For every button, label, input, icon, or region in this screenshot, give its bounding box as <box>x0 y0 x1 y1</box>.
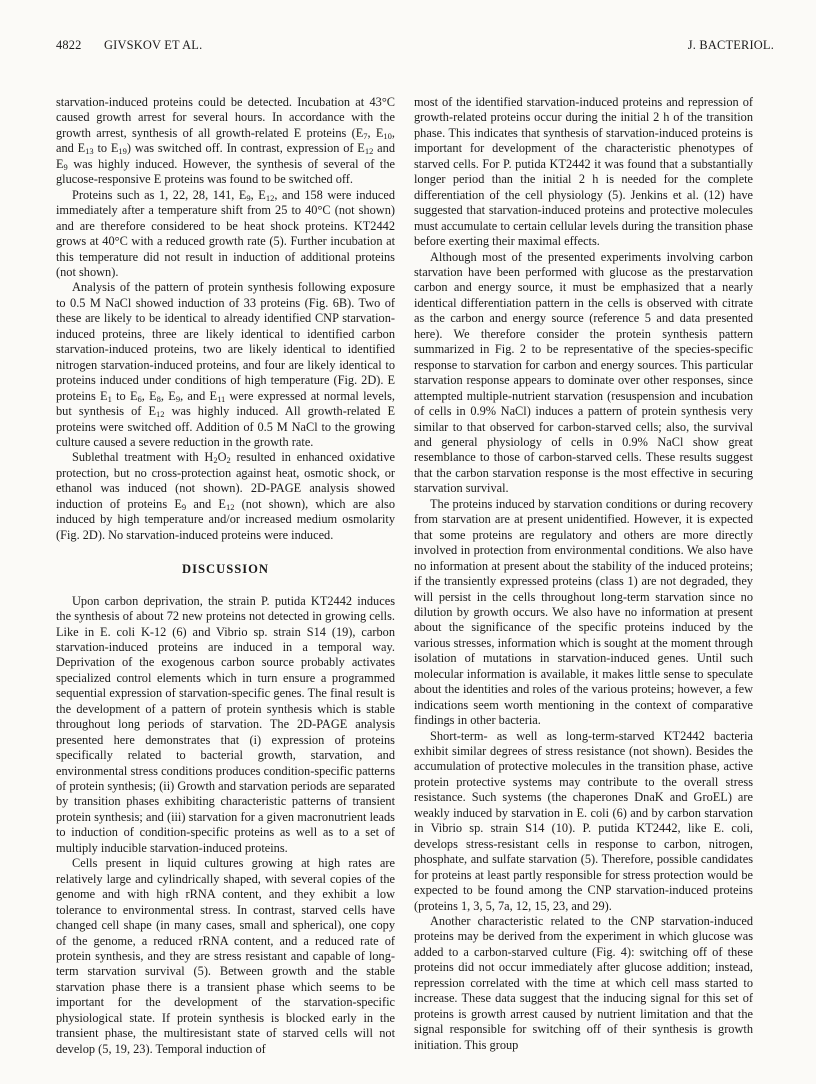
paragraph: Proteins such as 1, 22, 28, 141, $E_9$, $E_{12}$, and 158 were induced immediately after a temperature shift from 25 to 40°C (not shown) and are therefore considered to be heat shock proteins. KT2442 grows at 40°C with a reduced growth rate (5). Further incubation at this temperature did not result in induction of additional proteins (not shown). <box>56 187 395 279</box>
paragraph: Analysis of the pattern of protein synthesis following exposure to 0.5 M NaCl showed induction of 33 proteins (Fig. 6B). Two of these are likely to be identical to already identified CNP starvation-induced proteins, three are likely identical to identified carbon starvation-induced proteins, two are likely identical to identified nitrogen starvation-induced proteins, and four are likely identical to proteins induced under conditions of high temperature (Fig. 2D). E proteins $E_1$ to $E_6$, $E_8$, $E_9$, and $E_{11}$ were expressed at normal levels, but synthesis of $E_{12}$ was highly induced. All growth-related E proteins were switched off. Addition of 0.5 M NaCl to the growing culture caused a severe reduction in the growth rate. <box>56 280 395 449</box>
paragraph: Although most of the presented experiments involving carbon starvation have been performed with glucose as the prestarvation carbon and energy source, it must be emphasized that a nearly identical differentiation pattern in the cells is observed with citrate as the carbon and energy source (reference 5 and data presented here). We therefore consider the protein synthesis pattern summarized in Fig. 2 to be representative of the species-specific response to starvation for carbon and energy sources. This particular starvation response appears to dominate over other responses, since attempted multiple-nutrient starvation (resuspension and incubation of cells in 0.9% NaCl) induces a pattern of protein synthesis very similar to that observed for carbon-starved cells; also, the survival and general physiology of cells in 0.9% NaCl show great resemblance to those of carbon-starved cells. These results suggest that the carbon starvation response is the most effective in securing starvation survival. <box>414 249 753 496</box>
paragraph: Sublethal treatment with $H_2O_2$ resulted in enhanced oxidative protection, but no cross-protection against heat, osmotic shock, or ethanol was induced (not shown). 2D-PAGE analysis showed induction of proteins $E_9$ and $E_{12}$ (not shown), which are also induced by high temperature and/or increased medium osmolarity (Fig. 2D). No starvation-induced proteins were induced. <box>56 450 395 542</box>
paragraph: Upon carbon deprivation, the strain P. putida KT2442 induces the synthesis of about 72 new proteins not detected in growing cells. Like in E. coli K-12 (6) and Vibrio sp. strain S14 (19), carbon starvation-induced proteins are induced in a temporal way. Deprivation of the exogenous carbon source probably activates specialized control elements which in turn ensure a programmed sequential expression of starvation-specific genes. The final result is the development of a pattern of protein synthesis which is stable throughout long periods of starvation. The 2D-PAGE analysis presented here demonstrates that (i) expression of proteins specifically related to bacterial growth, starvation, and environmental stress conditions produces condition-specific patterns of protein synthesis; (ii) Growth and starvation periods are separated by transition phases exhibiting characteristic patterns of transient protein synthesis; and (iii) starvation for a given macronutrient leads to induction of condition-specific proteins as well as to a set of multiply inducible starvation-induced proteins. <box>56 593 396 855</box>
journal-name: J. BACTERIOL. <box>687 38 774 52</box>
section-heading: DISCUSSION <box>182 562 269 577</box>
running-header <box>56 38 774 58</box>
right-column <box>414 95 753 1053</box>
left-column <box>56 95 395 1057</box>
paragraph: The proteins induced by starvation conditions or during recovery from starvation are at present unidentified. However, it is expected that some proteins are regulatory and others are more directly involved in protection from environmental conditions. We also have no information at present about the stability of the induced proteins; if the transiently expressed proteins (class 1) are not degraded, they will persist in the cells throughout long-term starvation since no dilution by growth occurs. We also have no information at present about the significance of the specific proteins induced by the various stresses, information which is sought at the moment through isolation of mutations in starvation-induced genes. Until such molecular information is available, it makes little sense to speculate about the identities and roles of the various proteins; however, a few indications seem worth mentioning in the context of comparative findings in other bacteria. <box>414 496 753 728</box>
running-authors: GIVSKOV ET AL. <box>104 38 203 52</box>
paragraph: Cells present in liquid cultures growing at high rates are relatively large and cylindrically shaped, with several copies of the genome and with high rRNA content, and they exhibit a low tolerance to environmental stress. In contrast, starved cells have changed cell shape (in many cases, small and spherical), one copy of the genome, a reduced rRNA content, and a reduced rate of protein synthesis, and they are stress resistant and capable of long-term starvation survival (5). Between growth and the stable starvation phase there is a transient phase which seems to be important for the development of the starvation-specific physiological state. If protein synthesis is blocked early in the transient phase, the multiresistant state of starved cells will not develop (5, 19, 23). Temporal induction of <box>56 856 395 1056</box>
page-number: 4822 <box>56 38 82 52</box>
paragraph: most of the identified starvation-induced proteins and repression of growth-related proteins occur during the initial 2 h of the transition phase. This indicates that synthesis of starvation-induced proteins is important for development of the characteristic phenotypes of starved cells. For P. putida KT2442 it was found that a substantially longer period than the initial 2 h is needed for the complete differentiation of the cell physiology (5). Jenkins et al. (12) have suggested that starvation-induced proteins and protective molecules must accumulate to certain cellular levels during the transition phase before exerting their maximal effects. <box>414 95 753 249</box>
paragraph: Another characteristic related to the CNP starvation-induced proteins may be derived from the experiment in which glucose was added to a carbon-starved culture (Fig. 4): switching off of these proteins did not occur immediately after glucose addition; instead, repression correlated with the time at which cell mass started to increase. These data suggest that the inducing signal for this set of proteins is growth arrest caused by nutrient limitation and that the signal responsible for switching off of their synthesis is growth initiation. This group <box>414 914 753 1052</box>
paragraph: Short-term- as well as long-term-starved KT2442 bacteria exhibit similar degrees of stress resistance (not shown). Besides the accumulation of protective molecules in the transition phase, active protein protective systems may contribute to the overall stress resistance. Such systems (the chaperones DnaK and GroEL) are weakly induced by starvation in E. coli (6) and by carbon starvation in Vibrio sp. strain S14 (10). P. putida KT2442, like E. coli, develops stress-resistant cells in response to carbon, nitrogen, phosphate, and sulfate starvation (5). Therefore, possible candidates for proteins at least partly responsible for stress protection would be expected to be found among the CNP starvation-induced proteins (proteins 1, 3, 5, 7a, 12, 15, 23, and 29). <box>414 728 753 913</box>
paragraph: starvation-induced proteins could be detected. Incubation at 43°C caused growth arrest for several hours. In accordance with the growth arrest, synthesis of all growth-related E proteins ($E_7$, $E_{10}$, and $E_{13}$ to $E_{19}$) was switched off. In contrast, expression of $E_{12}$ and $E_9$ was highly induced. However, the synthesis of several of the glucose-responsive E proteins was found to be switched off. <box>56 95 396 187</box>
